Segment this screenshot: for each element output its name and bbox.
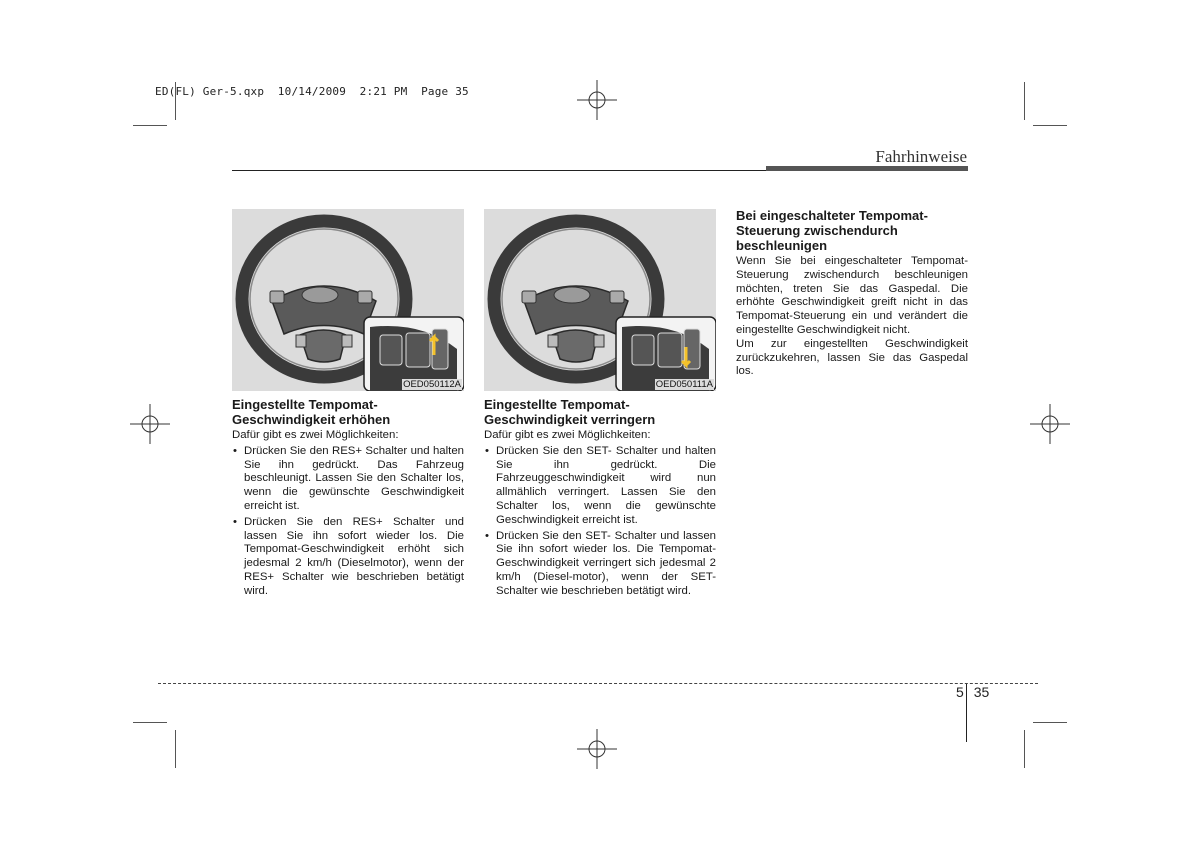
page-in-chapter: 35 [973, 684, 990, 700]
steering-wheel-illustration [232, 209, 464, 391]
page-number-separator [966, 684, 967, 742]
steering-wheel-illustration [484, 209, 716, 391]
page-number [956, 684, 989, 700]
registration-mark-icon [577, 729, 617, 769]
list-item: • Drücken Sie den SET- Schalter und lassen Sie ihn sofort wieder los. Die Tempomat-Geschwindigkeit verringert sich jedesmal 2 km/h (Diesel-motor), wenn der SET- Schalter wie beschrieben betätigt wird. [484, 530, 716, 599]
crop-mark [133, 722, 167, 723]
chapter-number: 5 [956, 684, 964, 700]
registration-mark-icon [130, 404, 170, 444]
crop-mark [1033, 125, 1067, 126]
list-item: • Drücken Sie den SET- Schalter und halten Sie ihn gedrückt. Die Fahrzeuggeschwindigkeit wird nun allmählich verringert. Lassen Sie den Schalter los, wenn die gewünschte Geschwindigkeit erreicht ist. [484, 445, 716, 528]
list-item: • Drücken Sie den RES+ Schalter und halten Sie ihn gedrückt. Das Fahrzeug beschleunigt. Lassen Sie den Schalter los, wenn die gewünschte Geschwindigkeit erreicht ist. [232, 445, 464, 514]
footer-divider [158, 683, 1038, 684]
bullet-list [484, 445, 716, 599]
steering-wheel-figure [484, 209, 716, 391]
body-paragraph: Wenn Sie bei eingeschalteter Tempomat-Steuerung zwischendurch beschleunigen möchten, treten Sie das Gaspedal. Die erhöhte Geschwindigkeit greift nicht in das Tempomat-Steuerung ein und verändert die eingestellte Geschwindigkeit nicht. [736, 255, 968, 336]
crop-mark [1033, 722, 1067, 723]
body-paragraph: Um zur eingestellten Geschwindigkeit zurückzukehren, lassen Sie das Gaspedal los. [736, 337, 968, 378]
steering-wheel-figure [232, 209, 464, 391]
text-column-accelerate [736, 208, 968, 379]
registration-mark-icon [1030, 404, 1070, 444]
header-rule-accent [766, 166, 968, 171]
registration-mark-icon [577, 80, 617, 120]
text-column-increase [232, 397, 464, 601]
section-heading: Bei eingeschalteter Tempomat-Steuerung zwischendurch beschleunigen [736, 208, 928, 253]
figure-code: OED050112A [403, 379, 461, 390]
section-title: Fahrhinweise [875, 147, 967, 166]
section-heading: Eingestellte Tempomat-Geschwindigkeit erhöhen [232, 397, 391, 427]
intro-text: Dafür gibt es zwei Möglichkeiten: [232, 429, 399, 441]
intro-text: Dafür gibt es zwei Möglichkeiten: [484, 429, 651, 441]
section-heading: Eingestellte Tempomat-Geschwindigkeit verringern [484, 397, 656, 427]
crop-mark [1024, 730, 1025, 768]
crop-mark [133, 125, 167, 126]
figure-code: OED050111A [655, 379, 713, 390]
crop-mark [1024, 82, 1025, 120]
text-column-decrease [484, 397, 716, 601]
crop-mark [175, 730, 176, 768]
print-slug: ED(FL) Ger-5.qxp 10/14/2009 2:21 PM Page 35 [155, 85, 469, 98]
list-item: • Drücken Sie den RES+ Schalter und lassen Sie ihn sofort wieder los. Die Tempomat-Geschwindigkeit erhöht sich jedesmal 2 km/h (Dieselmotor), wenn der RES+ Schalter wie beschrieben betätigt wird. [232, 516, 464, 599]
bullet-list [232, 445, 464, 599]
